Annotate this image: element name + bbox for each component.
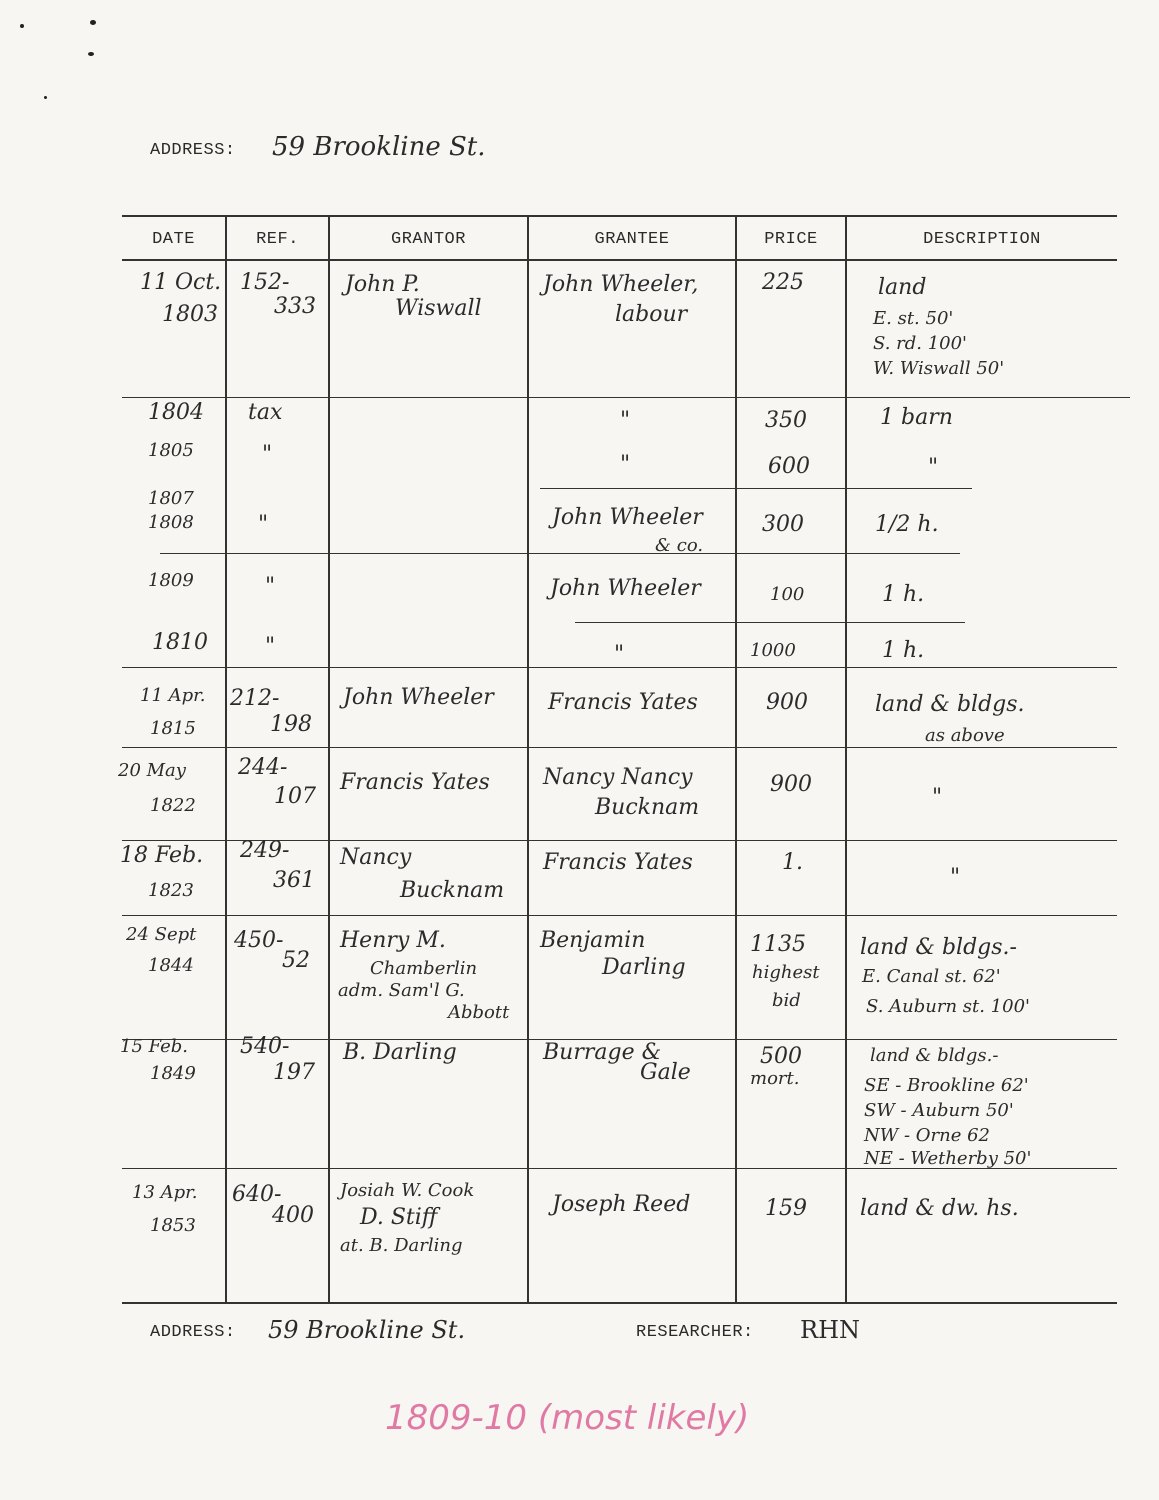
cell-date: 1853: [150, 1215, 196, 1236]
cell-date: 1844: [148, 955, 194, 976]
cell-grantor: Nancy: [340, 845, 412, 870]
cell-grantor: John P.: [345, 272, 420, 297]
cell-description: land & bldgs.: [875, 692, 1025, 717]
cell-date: 1849: [150, 1063, 196, 1084]
col-header-price: PRICE: [764, 230, 818, 249]
col-header-description: DESCRIPTION: [923, 230, 1041, 249]
cell-grantee: Darling: [602, 955, 686, 980]
cell-grantor: Wiswall: [395, 296, 482, 321]
col-header-date: DATE: [152, 230, 195, 249]
cell-price: 600: [768, 454, 810, 479]
speck: [44, 96, 47, 99]
cell-price: highest: [752, 962, 820, 983]
cell-description: land & dw. hs.: [860, 1196, 1019, 1221]
speck: [88, 52, 94, 56]
cell-grantor: Josiah W. Cook: [340, 1180, 475, 1201]
cell-grantee: Benjamin: [540, 928, 646, 953]
cell-date: 1822: [150, 795, 196, 816]
cell-grantor: adm. Sam'l G.: [338, 980, 465, 1001]
cell-ref: 198: [270, 712, 312, 737]
cell-grantee: John Wheeler: [550, 576, 701, 601]
cell-price: mort.: [750, 1068, 800, 1089]
cell-date: 1809: [148, 570, 194, 591]
col-header-grantor: GRANTOR: [391, 230, 466, 249]
cell-ref: ": [265, 634, 276, 659]
cell-date: 1803: [162, 302, 218, 327]
cell-date: 15 Feb.: [120, 1036, 189, 1057]
cell-date: 11 Apr.: [140, 685, 206, 706]
cell-price: 159: [765, 1196, 807, 1221]
table-top-rule: [122, 215, 1117, 217]
row-rule: [122, 667, 1117, 668]
cell-ref: 152-: [240, 270, 290, 295]
cell-price: 1.: [782, 850, 803, 875]
cell-grantor: John Wheeler: [343, 685, 494, 710]
cell-description: land: [878, 275, 927, 300]
cell-grantee: ": [614, 642, 625, 667]
cell-price: 500: [760, 1044, 802, 1069]
col-divider: [527, 215, 529, 1302]
cell-ref: tax: [248, 400, 283, 425]
cell-grantor: at. B. Darling: [340, 1235, 463, 1256]
cell-ref: 212-: [230, 686, 280, 711]
cell-description: W. Wiswall 50': [873, 358, 1005, 379]
cell-grantor: B. Darling: [343, 1040, 457, 1065]
handwritten-annotation: 1809-10 (most likely): [385, 1398, 750, 1438]
address-label: ADDRESS:: [150, 141, 236, 160]
researcher-label: RESEARCHER:: [636, 1323, 754, 1342]
cell-grantee: Nancy Nancy: [543, 765, 693, 790]
cell-date: 1807: [148, 488, 194, 509]
cell-description: land & bldgs.-: [870, 1045, 999, 1066]
cell-description: SE - Brookline 62': [864, 1075, 1029, 1096]
cell-grantor: Bucknam: [400, 878, 505, 903]
cell-grantee: John Wheeler: [552, 505, 703, 530]
cell-ref: 52: [282, 948, 310, 973]
table-bottom-rule: [122, 1302, 1117, 1304]
cell-date: 1815: [150, 718, 196, 739]
cell-grantee: Francis Yates: [543, 850, 693, 875]
cell-price: 900: [770, 772, 812, 797]
cell-grantor: Francis Yates: [340, 770, 490, 795]
cell-price: 900: [766, 690, 808, 715]
cell-price: 350: [765, 408, 807, 433]
cell-description: land & bldgs.-: [860, 935, 1017, 960]
row-rule: [122, 397, 1130, 398]
row-rule: [160, 553, 960, 554]
cell-grantee: & co.: [655, 535, 704, 556]
cell-description: NW - Orne 62: [864, 1125, 991, 1146]
cell-description: E. Canal st. 62': [862, 966, 1001, 987]
cell-description: ": [932, 785, 943, 810]
cell-description: NE - Wetherby 50': [864, 1148, 1032, 1169]
cell-ref: 640-: [232, 1182, 282, 1207]
cell-ref: ": [262, 442, 273, 467]
cell-grantor: Henry M.: [340, 928, 446, 953]
cell-date: 1823: [148, 880, 194, 901]
col-divider: [735, 215, 737, 1302]
cell-price: 225: [762, 270, 804, 295]
col-divider: [328, 215, 330, 1302]
cell-description: 1 barn: [880, 405, 953, 430]
cell-ref: 540-: [240, 1034, 290, 1059]
cell-date: 24 Sept: [126, 924, 197, 945]
cell-description: as above: [925, 725, 1005, 746]
cell-ref: 361: [273, 868, 315, 893]
col-header-grantee: GRANTEE: [594, 230, 670, 249]
cell-description: ": [928, 455, 939, 480]
cell-price: 1135: [750, 932, 806, 957]
cell-date: 1810: [152, 630, 208, 655]
header-bottom-rule: [122, 259, 1117, 261]
cell-ref: ": [258, 512, 269, 537]
cell-grantee: ": [620, 452, 631, 477]
row-rule: [122, 747, 1117, 748]
col-header-ref: REF.: [256, 230, 299, 249]
cell-date: 13 Apr.: [132, 1182, 198, 1203]
cell-grantee: Bucknam: [595, 795, 700, 820]
cell-description: ": [950, 865, 961, 890]
cell-date: 1808: [148, 512, 194, 533]
speck: [20, 24, 24, 28]
cell-grantee: Burrage &: [543, 1040, 662, 1065]
cell-ref: ": [265, 574, 276, 599]
cell-grantee: labour: [615, 302, 688, 327]
row-rule: [575, 622, 965, 623]
footer-address-value: 59 Brookline St.: [268, 1316, 466, 1344]
cell-ref: 450-: [234, 928, 284, 953]
cell-date: 18 Feb.: [120, 843, 204, 868]
cell-grantee: ": [620, 408, 631, 433]
col-divider: [225, 215, 227, 1302]
cell-date: 11 Oct.: [140, 270, 222, 295]
cell-date: 1805: [148, 440, 194, 461]
cell-grantor: D. Stiff: [360, 1205, 438, 1230]
cell-price: 100: [770, 584, 805, 605]
cell-ref: 400: [272, 1203, 314, 1228]
cell-description: 1/2 h.: [875, 512, 939, 537]
address-value: 59 Brookline St.: [272, 132, 486, 162]
cell-price: 300: [762, 512, 804, 537]
cell-ref: 333: [274, 294, 316, 319]
footer-address-label: ADDRESS:: [150, 1323, 236, 1342]
cell-description: 1 h.: [882, 638, 925, 663]
cell-price: bid: [772, 990, 801, 1011]
cell-ref: 197: [273, 1060, 315, 1085]
cell-description: S. rd. 100': [873, 333, 968, 354]
cell-ref: 107: [274, 784, 316, 809]
speck: [90, 20, 96, 25]
cell-grantee: Francis Yates: [548, 690, 698, 715]
cell-description: S. Auburn st. 100': [866, 996, 1030, 1017]
researcher-value: RHN: [800, 1316, 860, 1344]
cell-description: E. st. 50': [873, 308, 954, 329]
cell-ref: 249-: [240, 838, 290, 863]
cell-price: 1000: [750, 640, 796, 661]
cell-grantee: John Wheeler,: [543, 272, 699, 297]
cell-grantor: Chamberlin: [370, 958, 478, 979]
cell-grantee: Gale: [640, 1060, 691, 1085]
cell-grantor: Abbott: [448, 1002, 510, 1023]
col-divider: [845, 215, 847, 1302]
cell-date: 20 May: [118, 760, 186, 781]
row-rule: [540, 488, 972, 489]
cell-ref: 244-: [238, 755, 288, 780]
row-rule: [122, 915, 1117, 916]
cell-date: 1804: [148, 400, 204, 425]
cell-description: SW - Auburn 50': [864, 1100, 1014, 1121]
cell-grantee: Joseph Reed: [552, 1192, 691, 1217]
cell-description: 1 h.: [882, 582, 925, 607]
